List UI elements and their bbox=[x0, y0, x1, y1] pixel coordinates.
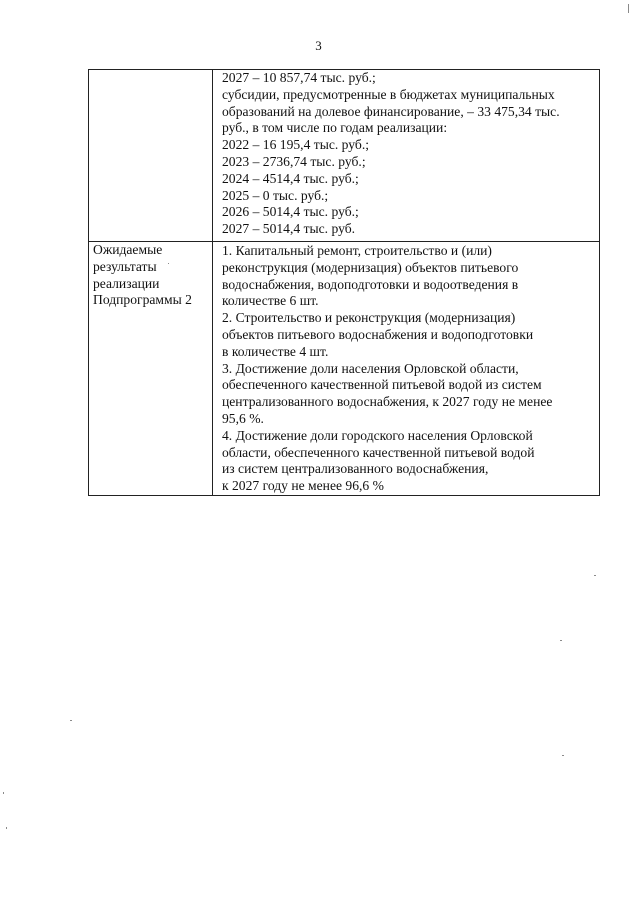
text-line: 1. Капитальный ремонт, строительство и (или) bbox=[222, 243, 492, 258]
text-line: 2026 – 5014,4 тыс. руб.; bbox=[222, 204, 359, 220]
scan-speck bbox=[168, 263, 169, 264]
text-line: централизованного водоснабжения, к 2027 году не менее bbox=[222, 394, 553, 410]
label-line: Подпрограммы 2 bbox=[93, 292, 192, 308]
text-line: 2027 – 10 857,74 тыс. руб.; bbox=[222, 70, 376, 85]
table-cell-label-expected-results bbox=[89, 242, 213, 496]
text-line: 3. Достижение доли населения Орловской области, bbox=[222, 360, 519, 376]
table-cell-financing bbox=[213, 70, 600, 242]
label-line: Ожидаемые bbox=[93, 242, 163, 257]
text-line: 2. Строительство и реконструкция (модернизация) bbox=[222, 310, 516, 326]
table-row-expected-results bbox=[89, 242, 600, 496]
table-cell-label-empty bbox=[89, 70, 213, 242]
scan-speck bbox=[560, 640, 562, 641]
text-line: образований на долевое финансирование, – 33 475,34 тыс. bbox=[222, 103, 560, 119]
text-line: 2024 – 4514,4 тыс. руб.; bbox=[222, 170, 359, 186]
text-line: 2022 – 16 195,4 тыс. руб.; bbox=[222, 137, 369, 153]
text-line: к 2027 году не менее 96,6 % bbox=[222, 478, 384, 494]
label-line: реализации bbox=[93, 275, 160, 291]
scan-speck bbox=[6, 827, 7, 829]
scan-speck bbox=[628, 4, 629, 13]
text-line: 2027 – 5014,4 тыс. руб. bbox=[222, 221, 356, 237]
page-number: 3 bbox=[315, 38, 322, 53]
text-line: объектов питьевого водоснабжения и водоподготовки bbox=[222, 326, 534, 342]
table-row-financing bbox=[89, 70, 600, 242]
scan-speck bbox=[594, 575, 596, 576]
text-line: субсидии, предусмотренные в бюджетах муниципальных bbox=[222, 86, 555, 102]
text-line: 2025 – 0 тыс. руб.; bbox=[222, 187, 329, 203]
text-line: 95,6 %. bbox=[222, 410, 264, 426]
text-line: реконструкция (модернизация) объектов питьевого bbox=[222, 259, 519, 275]
text-line: в количестве 4 шт. bbox=[222, 343, 329, 359]
text-line: обеспеченного качественной питьевой водой из систем bbox=[222, 377, 542, 393]
text-line: 4. Достижение доли городского населения Орловской bbox=[222, 427, 533, 443]
label-line: результаты bbox=[93, 258, 157, 274]
text-line: руб., в том числе по годам реализации: bbox=[222, 120, 448, 136]
scan-speck bbox=[70, 720, 72, 721]
scan-speck bbox=[3, 792, 4, 794]
text-line: 2023 – 2736,74 тыс. руб.; bbox=[222, 153, 366, 169]
scan-speck bbox=[562, 755, 564, 756]
text-line: из систем централизованного водоснабжения, bbox=[222, 461, 489, 477]
text-line: водоснабжения, водоподготовки и водоотведения в bbox=[222, 276, 519, 292]
text-line: количестве 6 шт. bbox=[222, 293, 319, 309]
text-line: области, обеспеченного качественной питьевой водой bbox=[222, 444, 535, 460]
table-cell-expected-results bbox=[213, 242, 600, 496]
program-table bbox=[88, 69, 600, 496]
